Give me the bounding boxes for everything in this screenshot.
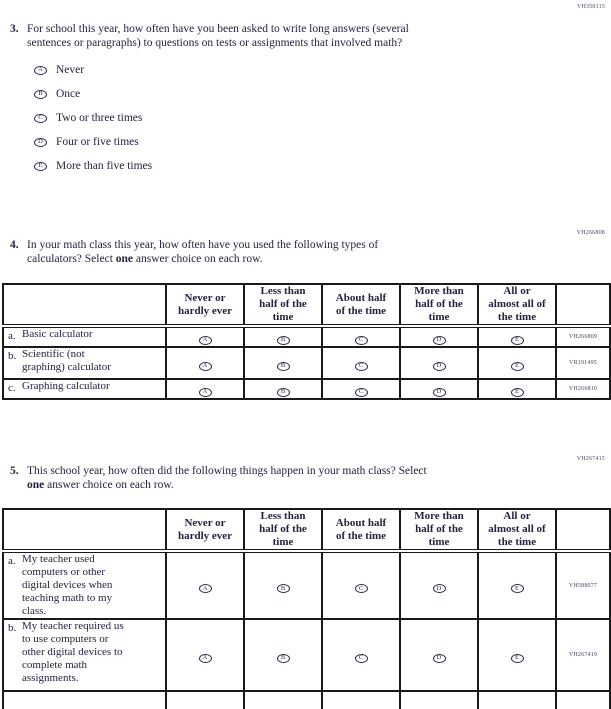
row-marker: b. — [8, 350, 17, 362]
bubble-letter: A — [202, 388, 208, 395]
question-4 — [10, 238, 570, 266]
question-5 — [10, 464, 570, 492]
row-label-line: digital devices when — [22, 579, 113, 591]
response-table-container — [2, 283, 611, 400]
answer-bubble-c[interactable] — [355, 388, 368, 397]
table-corner-cell — [3, 509, 166, 551]
bubble-cell — [400, 551, 478, 619]
column-header-line: hardly ever — [177, 304, 233, 317]
empty-cell — [478, 691, 556, 709]
bubble-letter: A — [38, 65, 43, 73]
table-row — [3, 379, 610, 399]
bubble-cell — [478, 551, 556, 619]
table-row — [3, 326, 610, 347]
bubble-cell — [322, 551, 400, 619]
bubble-letter: D — [436, 388, 442, 395]
answer-bubble-c[interactable] — [34, 114, 47, 123]
answer-bubble-e[interactable] — [511, 654, 524, 663]
row-code: VH267419 — [556, 619, 610, 691]
response-table-q4 — [2, 283, 611, 400]
row-label-line: Graphing calculator — [22, 380, 110, 392]
answer-bubble-a[interactable] — [199, 362, 212, 371]
column-header-line: almost all of — [488, 523, 546, 535]
question-text — [27, 22, 567, 50]
answer-bubble-a[interactable] — [199, 654, 212, 663]
answer-bubble-d[interactable] — [433, 584, 446, 593]
option-label: More than five times — [56, 160, 153, 172]
answer-bubble-b[interactable] — [277, 654, 290, 663]
empty-cell — [556, 691, 610, 709]
answer-bubble-e[interactable] — [34, 162, 47, 171]
answer-bubble-e[interactable] — [511, 362, 524, 371]
answer-bubble-a[interactable] — [199, 584, 212, 593]
question-text-line: sentences or paragraphs) to questions on tests or assignments that involved math? — [27, 37, 403, 49]
answer-bubble-a[interactable] — [199, 388, 212, 397]
row-label-line: computers or other — [22, 566, 106, 578]
row-label-line: graphing) calculator — [22, 361, 111, 373]
bubble-letter: E — [515, 388, 519, 395]
row-label-line: class. — [22, 605, 47, 617]
row-label — [3, 347, 166, 379]
question-text-line: For school this year, how often have you been asked to write long answers (several — [27, 23, 409, 35]
bubble-letter: D — [436, 336, 442, 343]
question-code: VH350115 — [576, 4, 605, 10]
bubble-cell — [400, 619, 478, 691]
bubble-letter: D — [436, 654, 442, 661]
row-code: VH266809 — [556, 326, 610, 347]
bubble-cell — [166, 347, 244, 379]
question-number: 3. — [10, 23, 19, 35]
response-table-q5 — [2, 508, 611, 709]
column-header — [478, 284, 556, 326]
option-label: Once — [56, 88, 81, 100]
column-header-line: Less than — [260, 285, 306, 297]
answer-bubble-d[interactable] — [433, 362, 446, 371]
answer-bubble-c[interactable] — [355, 654, 368, 663]
option-label: Never — [56, 64, 85, 76]
bubble-letter: B — [38, 89, 43, 97]
bubble-cell — [244, 619, 322, 691]
bubble-cell — [400, 326, 478, 347]
row-code: VH588077 — [556, 551, 610, 619]
empty-cell — [3, 691, 166, 709]
row-marker: c. — [8, 382, 16, 394]
answer-bubble-c[interactable] — [355, 362, 368, 371]
answer-bubble-d[interactable] — [433, 654, 446, 663]
bubble-cell — [166, 619, 244, 691]
row-label — [3, 551, 166, 619]
table-corner-cell — [3, 284, 166, 326]
column-header-line: About half — [335, 516, 387, 529]
answer-bubble-b[interactable] — [277, 388, 290, 397]
bubble-cell — [478, 619, 556, 691]
column-header-line: Never or — [184, 516, 226, 529]
answer-bubble-e[interactable] — [511, 584, 524, 593]
row-code: VH266810 — [556, 379, 610, 399]
question-code: VH266808 — [576, 230, 605, 236]
option-label: Two or three times — [56, 112, 143, 124]
column-header-line: All or — [503, 285, 531, 297]
column-header-line: time — [428, 536, 450, 548]
row-marker: b. — [8, 622, 17, 634]
answer-option — [34, 106, 152, 130]
bubble-letter: B — [280, 584, 286, 592]
row-marker: a. — [8, 555, 16, 567]
column-header-line: All or — [503, 510, 531, 522]
bubble-cell — [322, 619, 400, 691]
table-row — [3, 551, 610, 619]
row-label-line: Basic calculator — [22, 328, 93, 340]
column-header-line: half of the — [259, 523, 307, 535]
column-header-line: Never or — [184, 291, 226, 304]
answer-option — [34, 58, 152, 82]
answer-bubble-d[interactable] — [433, 388, 446, 397]
column-header — [400, 509, 478, 551]
column-header-line: time — [428, 311, 450, 323]
bubble-letter: A — [202, 584, 208, 592]
bubble-letter: C — [358, 654, 364, 661]
bubble-letter: A — [202, 362, 208, 369]
bubble-cell — [244, 551, 322, 619]
column-header-line: of the time — [335, 304, 387, 317]
bubble-cell — [400, 347, 478, 379]
question-text-line: calculators? Select one answer choice on each row. — [27, 253, 263, 265]
answer-bubble-c[interactable] — [355, 584, 368, 593]
column-header-line: the time — [497, 536, 537, 548]
bubble-letter: E — [515, 362, 519, 369]
answer-option — [34, 82, 152, 106]
answer-bubble-b[interactable] — [277, 584, 290, 593]
column-header — [478, 509, 556, 551]
bubble-letter: D — [38, 137, 43, 145]
bubble-cell — [244, 379, 322, 399]
bubble-cell — [166, 551, 244, 619]
bubble-letter: A — [202, 654, 208, 661]
column-header-line: Less than — [260, 510, 306, 522]
column-header-line: time — [272, 536, 294, 548]
answer-bubble-b[interactable] — [277, 336, 290, 345]
column-header-line: hardly ever — [177, 529, 233, 542]
column-header — [166, 509, 244, 551]
answer-bubble-a[interactable] — [34, 66, 47, 75]
table-row — [3, 619, 610, 691]
column-header — [400, 284, 478, 326]
answer-options — [34, 58, 152, 178]
bubble-letter: E — [515, 654, 519, 661]
table-row — [3, 347, 610, 379]
code-column-header — [556, 509, 610, 551]
bubble-cell — [478, 326, 556, 347]
column-header-line: time — [272, 311, 294, 323]
row-label-line: assignments. — [22, 672, 79, 684]
bubble-letter: A — [202, 336, 208, 343]
bubble-letter: D — [436, 362, 442, 369]
column-header-line: half of the — [259, 298, 307, 310]
answer-option — [34, 130, 152, 154]
bubble-letter: C — [358, 388, 364, 395]
empty-cell — [322, 691, 400, 709]
question-text — [27, 238, 567, 266]
row-label — [3, 379, 166, 399]
column-header-line: almost all of — [488, 298, 546, 310]
question-code: VH267415 — [576, 456, 605, 462]
column-header — [322, 509, 400, 551]
row-label-line: My teacher used — [22, 553, 95, 565]
bubble-letter: B — [280, 362, 286, 369]
answer-bubble-d[interactable] — [433, 336, 446, 345]
question-text — [27, 464, 567, 492]
code-column-header — [556, 284, 610, 326]
bubble-letter: E — [38, 161, 43, 169]
response-table-container — [2, 508, 611, 709]
column-header-line: More than — [414, 285, 464, 297]
question-3 — [10, 22, 570, 50]
table-row-clipped — [3, 691, 610, 709]
row-label-line: to use computers or — [22, 633, 109, 645]
bubble-letter: B — [280, 388, 286, 395]
empty-cell — [400, 691, 478, 709]
answer-bubble-a[interactable] — [199, 336, 212, 345]
bubble-letter: B — [280, 654, 286, 661]
row-label — [3, 326, 166, 347]
row-label — [3, 619, 166, 691]
column-header — [166, 284, 244, 326]
bubble-letter: E — [515, 336, 519, 343]
row-label-line: other digital devices to — [22, 646, 123, 658]
row-label-line: Scientific (not — [22, 348, 85, 360]
option-label: Four or five times — [56, 136, 139, 148]
question-number: 5. — [10, 465, 19, 477]
question-text-line: This school year, how often did the following things happen in your math class? Select — [27, 465, 427, 477]
question-text-line: In your math class this year, how often have you used the following types of — [27, 239, 379, 251]
bubble-letter: C — [38, 113, 43, 121]
column-header-line: the time — [497, 311, 537, 323]
row-marker: a. — [8, 330, 16, 342]
bubble-cell — [166, 326, 244, 347]
bubble-cell — [166, 379, 244, 399]
column-header-line: About half — [335, 291, 387, 304]
empty-cell — [244, 691, 322, 709]
answer-option — [34, 154, 152, 178]
row-code: VR191495 — [556, 347, 610, 379]
column-header — [244, 509, 322, 551]
bubble-cell — [478, 379, 556, 399]
row-label-line: teaching math to my — [22, 592, 113, 604]
column-header-line: half of the — [415, 298, 463, 310]
bubble-letter: C — [358, 336, 364, 343]
column-header — [244, 284, 322, 326]
empty-cell — [166, 691, 244, 709]
bubble-letter: C — [358, 584, 364, 592]
bubble-letter: B — [280, 336, 286, 343]
bubble-cell — [322, 379, 400, 399]
answer-bubble-c[interactable] — [355, 336, 368, 345]
bubble-cell — [322, 347, 400, 379]
answer-bubble-d[interactable] — [34, 138, 47, 147]
question-number: 4. — [10, 239, 19, 251]
bubble-cell — [478, 347, 556, 379]
bubble-cell — [322, 326, 400, 347]
row-label-line: complete math — [22, 659, 88, 671]
column-header — [322, 284, 400, 326]
answer-bubble-e[interactable] — [511, 336, 524, 345]
column-header-line: half of the — [415, 523, 463, 535]
column-header-line: More than — [414, 510, 464, 522]
bubble-cell — [244, 326, 322, 347]
column-header-line: of the time — [335, 529, 387, 542]
answer-bubble-e[interactable] — [511, 388, 524, 397]
answer-bubble-b[interactable] — [34, 90, 47, 99]
question-text-line: one answer choice on each row. — [27, 479, 174, 491]
bubble-cell — [244, 347, 322, 379]
bubble-cell — [400, 379, 478, 399]
bubble-letter: D — [436, 584, 442, 592]
bubble-letter: E — [515, 584, 519, 592]
bubble-letter: C — [358, 362, 364, 369]
answer-bubble-b[interactable] — [277, 362, 290, 371]
row-label-line: My teacher required us — [22, 620, 124, 632]
